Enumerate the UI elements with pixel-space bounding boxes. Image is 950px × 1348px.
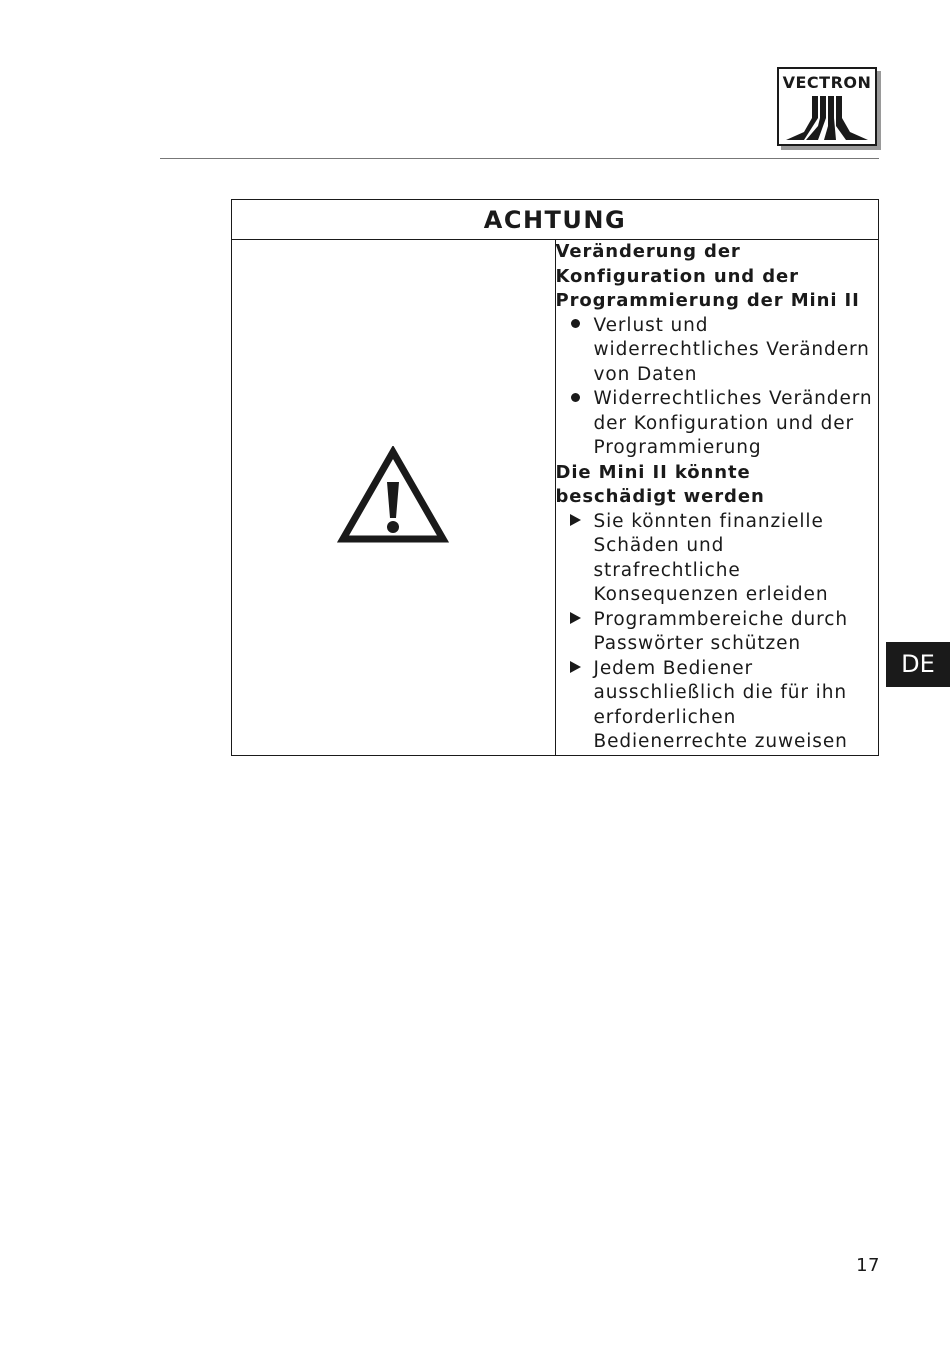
header-rule	[160, 158, 879, 159]
warning-heading-2: Die Mini II könnte beschädigt werden	[555, 461, 765, 507]
risk-list	[556, 314, 879, 461]
risk-text: Widerrechtliches Verändern der Konfiguration und der Programmierung	[593, 388, 873, 458]
vectron-logo	[777, 67, 877, 146]
arrow-right-icon	[568, 608, 584, 633]
arrow-right-icon	[568, 510, 584, 535]
bullet-icon	[568, 387, 584, 412]
arrow-right-icon	[568, 657, 584, 682]
action-text: Sie könnten finanzielle Schäden und strafrechtliche Konsequenzen erleiden	[593, 510, 829, 605]
logo-text: VECTRON	[782, 73, 872, 92]
warning-box	[231, 199, 879, 756]
list-item	[556, 510, 879, 608]
warning-title: ACHTUNG	[232, 200, 879, 240]
logo-mark-icon	[784, 96, 870, 140]
page-number: 17	[856, 1255, 880, 1276]
warning-triangle-icon	[337, 446, 449, 544]
list-item	[556, 608, 879, 657]
action-text: Programmbereiche durch Passwörter schützen	[593, 608, 848, 654]
action-text: Jedem Bediener ausschließlich die für ihn erforderlichen Bedienerrechte zuweisen	[593, 657, 848, 752]
action-list	[556, 510, 879, 755]
warning-heading-1: Veränderung der Konfiguration und der Programmierung der Mini II	[555, 241, 860, 311]
warning-text	[555, 240, 879, 756]
list-item	[556, 314, 879, 388]
risk-text: Verlust und widerrechtliches Verändern von Daten	[593, 314, 870, 385]
bullet-icon	[568, 314, 584, 339]
list-item	[556, 657, 879, 755]
language-tab: DE	[886, 642, 950, 687]
list-item	[556, 387, 879, 461]
warning-icon-cell	[232, 240, 556, 756]
